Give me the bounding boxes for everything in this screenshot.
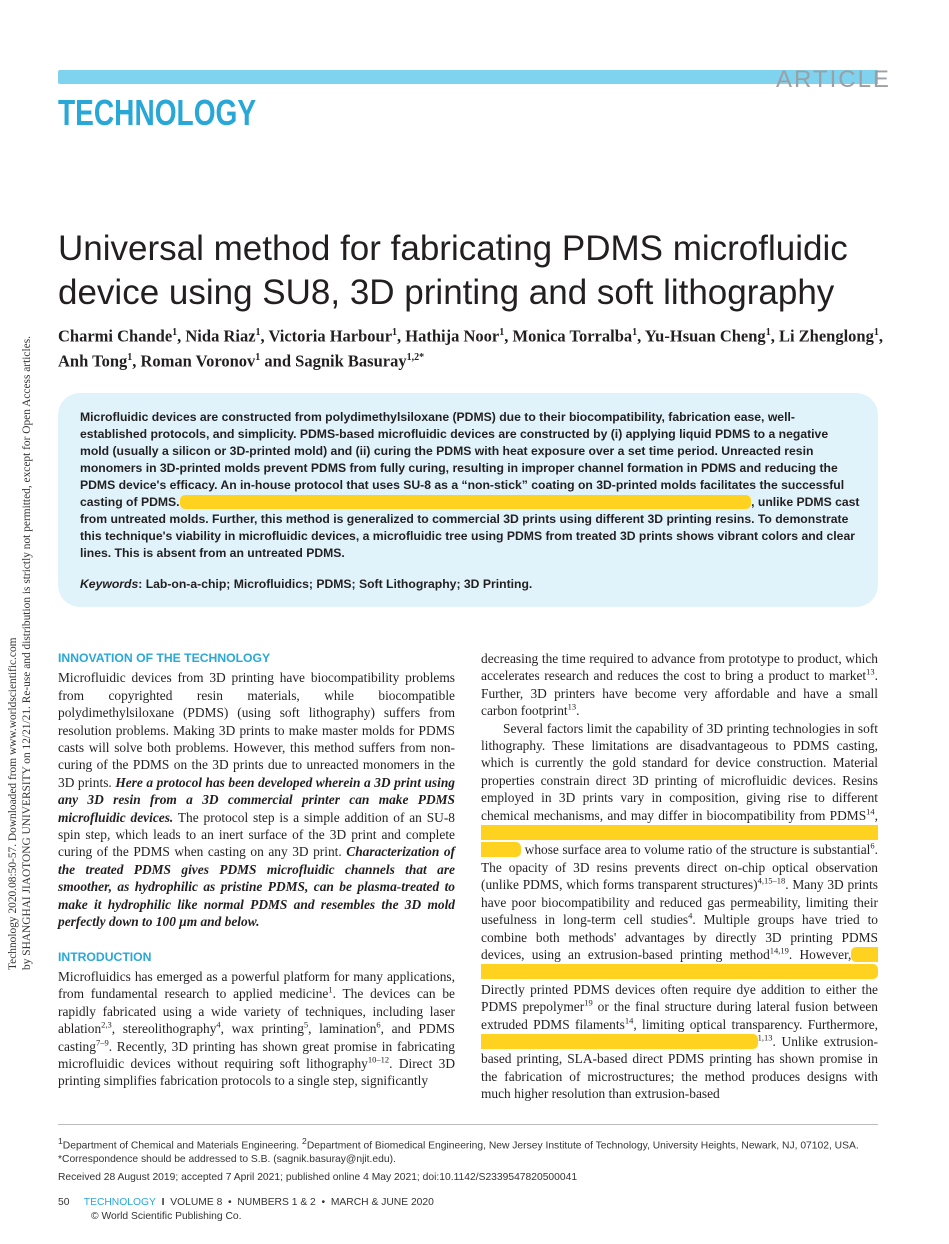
intro-text: , lamination [308, 1021, 377, 1037]
body-text: . [576, 703, 580, 719]
author-affiliation: 1 [765, 327, 771, 338]
citation: 14,19 [769, 945, 789, 956]
author-affiliation: 1 [172, 327, 178, 338]
author-affiliation: 1 [127, 351, 133, 363]
author-name: Victoria Harbour [268, 326, 393, 346]
author-name: Li Zhenglong [778, 326, 874, 346]
citation: 4 [688, 910, 693, 921]
keywords [80, 577, 860, 591]
innovation-paragraph [58, 669, 455, 930]
citation: 14 [624, 1015, 634, 1026]
footer-separator: I [161, 1197, 165, 1208]
download-notice [6, 270, 46, 970]
author-affiliation: 1 [499, 327, 505, 338]
correspondence-note: *Correspondence should be addressed to S.B. (sagnik.basuray@njit.edu). [58, 1154, 396, 1166]
body-text: decreasing the time required to advance from prototype to product, which accelerates research and reduces the cost to bring a product to market [481, 651, 878, 684]
body-text: . Further, 3D printers have become very affordable and have a small carbon footprint [481, 668, 878, 719]
author-name: Charmi Chande [58, 326, 173, 346]
footer-line [58, 1196, 758, 1210]
affiliations [58, 1134, 888, 1167]
innovation-bold-text: Characterization of the treated PDMS gives PDMS microfluidic channels that are smoother, as hydrophilic as pristine PDMS, can be plasma-treated to make it hydrophilic like normal PDMS and resembles the 3D mold perfectly down to 100 μm and below. [58, 844, 455, 930]
affiliation-line [58, 1134, 888, 1153]
journal-name: TECHNOLOGY [58, 92, 257, 133]
author-affiliation: 1 [255, 327, 261, 338]
intro-text: . Direct 3D printing simplifies fabrication protocols to a single step, significantly [58, 1055, 455, 1089]
text-highlight [481, 1034, 758, 1049]
intro-text: , stereolithography [111, 1021, 217, 1037]
author-affiliation: 1 [255, 351, 261, 363]
keywords-label: Keywords [80, 577, 139, 591]
author-affiliation: 1 [632, 327, 638, 338]
citation: 13 [866, 666, 875, 677]
author-name: Nida Riaz [185, 326, 256, 346]
download-notice-line2: by SHANGHAI JIAOTONG UNIVERSITY on 12/21/21. Re-use and distribution is strictly not permitted, except for Open Access articles. [21, 336, 33, 970]
body-text: . Many 3D prints have poor biocompatibility and reduced gas permeability, limiting their usefulness in long-term cell studies [481, 877, 878, 928]
innovation-text: Microfluidic devices from 3D printing have biocompatibility problems from copyrighted resin materials, while biocompatible polydimethylsiloxane (PDMS) (using soft lithography) suffers from resolution problems. Making 3D prints to make master molds for PDMS casts will solve both problems. However, this method suffers from non-curing of the PDMS on the 3D prints due to unreacted monomers in the 3D prints. [58, 670, 455, 790]
affiliation-marker: 1 [58, 1136, 63, 1146]
body-text: . However, [788, 946, 852, 962]
author-name: Monica Torralba [512, 326, 633, 346]
footer-volume: VOLUME 8 [170, 1197, 223, 1208]
intro-text: Microfluidics has emerged as a powerful platform for many applications, from fundamental research to applied medicine [58, 968, 455, 1002]
citation: 19 [584, 997, 593, 1008]
citation: 6 [870, 841, 875, 851]
left-column [58, 650, 455, 1090]
keywords-list: : Lab-on-a-chip; Microfluidics; PDMS; Soft Lithography; 3D Printing. [138, 577, 533, 591]
author-affiliation: 1,2* [406, 351, 425, 363]
body-text: Several factors limit the capability of 3D printing technologies in soft lithography. These limitations are disadvantageous to PDMS casting, which is currently the gold standard for device construction. Material properties constrain direct 3D printing of microfluidic devices. Resins employed in 3D prints vary in composition, giving rise to different chemical mechanisms, and may differ in biocompatibility from PDMS [481, 720, 878, 823]
author-name: Yu-Hsuan Cheng [644, 326, 766, 346]
author-affiliation: 1 [873, 327, 879, 338]
received-dates: Received 28 August 2019; accepted 7 April 2021; published online 4 May 2021; doi:10.1142/S2339547820500041 [58, 1172, 578, 1183]
body-text: , limiting optical transparency. Furthermore, [633, 1016, 878, 1032]
citation: 1 [328, 984, 333, 995]
citation: 7–9 [95, 1037, 109, 1048]
footer-numbers: NUMBERS 1 & 2 [237, 1197, 316, 1208]
author-name: Anh Tong [58, 351, 128, 370]
page-footer [58, 1196, 758, 1224]
body-text: . Multiple groups have tried to combine both methods' advantages by directly 3D printing PDMS devices, using an extrusion-based printing method [481, 912, 878, 962]
affiliation-text: Department of Chemical and Materials Engineering. [62, 1140, 303, 1152]
abstract-text-1: Microfluidic devices are constructed from polydimethylsiloxane (PDMS) due to their biocompatibility, fabrication ease, well-established protocols, and simplicity. PDMS-based microfluidic devices are constructed by (i) applying liquid PDMS to a negative mold (usually a silicon or 3D-printed mold) and (ii) curing the PDMS with heat exposure over a set time period. Unreacted resin monomers in 3D-printed molds prevent PDMS from fully curing, resulting in improper channel formation in PDMS and reducing the PDMS device's efficacy. An in-house protocol that uses SU-8 as a “non-stick” coating on 3D-printed molds facilitates the successful casting of PDMS. [80, 410, 845, 509]
right-paragraph-1 [481, 650, 878, 720]
citation: 13 [567, 701, 577, 712]
abstract-highlight [180, 495, 752, 509]
page-number: 50 [58, 1197, 70, 1208]
copyright: © World Scientific Publishing Co. [91, 1211, 242, 1222]
innovation-heading: INNOVATION OF THE TECHNOLOGY [58, 651, 271, 665]
footnote-divider [58, 1124, 878, 1125]
citation: 1,13 [757, 1032, 773, 1043]
paper-title: Universal method for fabricating PDMS microfluidic device using SU8, 3D printing and soft lithography [58, 229, 848, 312]
innovation-text: The protocol step is a simple addition of an SU-8 spin step, which leads to an inert surface of the 3D print and complete curing of the PDMS when casting on any 3D print. [58, 809, 455, 860]
right-column [481, 650, 878, 1103]
affiliation-marker: 2 [302, 1136, 307, 1146]
body-text: Directly printed PDMS devices often require dye addition to either the PDMS prepolymer [481, 981, 878, 1015]
body-text: . Unlike extrusion-based printing, SLA-based direct PDMS printing has shown promise in the fabrication of microstructures; the method produces designs with much higher resolution than extrusion-based [481, 1033, 878, 1102]
citation: 14 [866, 806, 875, 817]
innovation-bold-text: Here a protocol has been developed wherein a 3D print using any 3D resin from a 3D commercial printer can make PDMS microfluidic devices. [58, 774, 455, 825]
introduction-paragraph [58, 968, 455, 1090]
body-text: or the final structure during lateral fusion between extruded PDMS filaments [481, 999, 878, 1032]
footer-bullet: • [321, 1197, 326, 1208]
footer-date: MARCH & JUNE 2020 [330, 1197, 434, 1208]
footer-bullet: • [228, 1197, 232, 1208]
citation: 10–12 [367, 1054, 390, 1065]
citation: 4 [216, 1019, 221, 1030]
author-list: Charmi Chande$^1$, Nida Riaz$^1$, Victoria Harbour$^1$, Hathija Noor$^1$, Monica Torralba$^1$, Yu-Hsuan Cheng$^1$, Li Zhenglong$^1$, Anh Tong$^1$, Roman Voronov$^1$ and Sagnik Basuray$^{1,2*}$ [58, 326, 883, 370]
author-name: Hathija Noor [405, 326, 500, 346]
header-accent-bar [58, 70, 878, 84]
author-affiliation: 1 [392, 327, 398, 338]
abstract-text-2: , unlike PDMS cast from untreated molds. Further, this method is generalized to commercial 3D prints using different 3D printing resins. To demonstrate this technique's viability in microfluidic devices, a microfluidic tree using PDMS from treated 3D prints shows vibrant colors and clear lines. This is absent from an untreated PDMS. [80, 495, 860, 560]
intro-text: , and PDMS casting [58, 1021, 455, 1054]
body-text: , [874, 807, 878, 823]
body-text: whose surface area to volume ratio of the structure is substantial [521, 842, 871, 858]
author-name: Roman Voronov [140, 351, 256, 370]
footer-journal: TECHNOLOGY [83, 1197, 156, 1208]
abstract [80, 409, 860, 562]
citation: 2,3 [101, 1019, 112, 1030]
intro-text: . Recently, 3D printing has shown great promise in fabricating microfluidic devices without requiring soft lithography [58, 1038, 455, 1071]
citation: 4,15–18 [757, 875, 786, 886]
intro-text: . The devices can be rapidly fabricated using a wide variety of techniques, including laser ablation [58, 986, 455, 1037]
article-type-label: ARTICLE [776, 66, 891, 93]
citation: 6 [376, 1019, 381, 1030]
affiliation-text: Department of Biomedical Engineering, New Jersey Institute of Technology, University Heights, Newark, NJ, 07102, USA. [306, 1140, 859, 1152]
introduction-heading: INTRODUCTION [58, 949, 152, 964]
intro-text: , wax printing [220, 1021, 304, 1037]
download-notice-line1: Technology 2020.08:50-57. Downloaded from www.worldscientific.com [7, 637, 19, 970]
author-name: Sagnik Basuray [295, 351, 407, 370]
right-paragraph-2 [481, 720, 878, 1103]
body-text: . The opacity of 3D resins prevents direct on-chip optical observation (unlike PDMS, which forms transparent structures) [481, 842, 878, 893]
citation: 5 [303, 1019, 309, 1030]
